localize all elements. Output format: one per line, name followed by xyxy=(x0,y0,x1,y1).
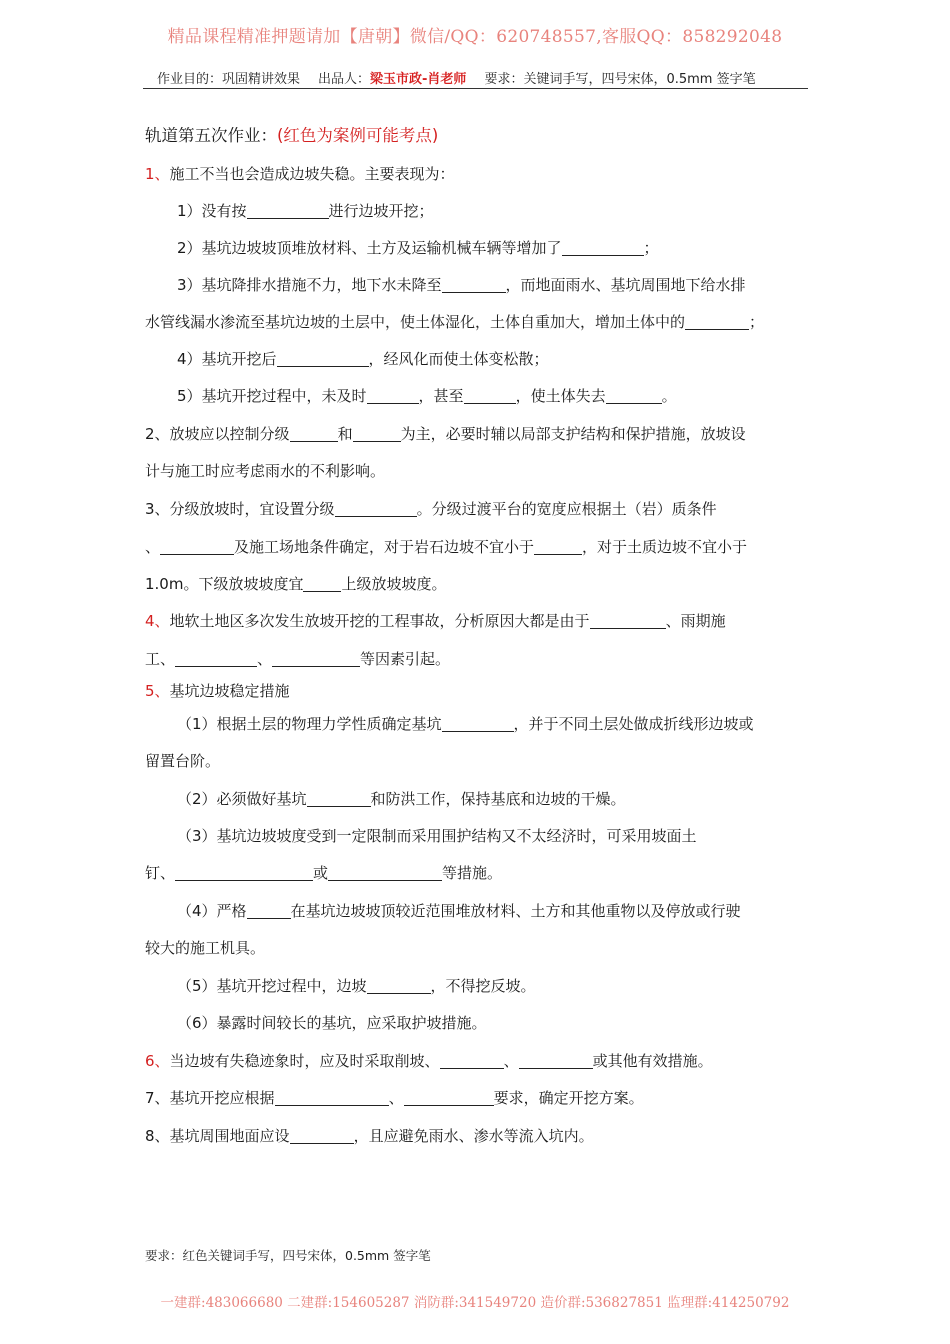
q5-item6 xyxy=(177,1012,487,1033)
q1-item3-text-d: ； xyxy=(749,313,765,331)
blank xyxy=(442,716,514,732)
q1-item3-cont xyxy=(145,311,764,332)
q1-heading xyxy=(145,163,455,184)
q1-item5-text-b: ，甚至 xyxy=(418,387,464,405)
footer-groups: 一建群:483066680 二建群:154605287 消防群:341549720 造价群:536827851 监理群:414250792 xyxy=(160,1295,790,1311)
blank xyxy=(562,240,644,256)
q1-item3-text-a: 3）基坑降排水措施不力，地下水未降至 xyxy=(177,276,442,294)
page-title xyxy=(145,122,438,146)
blank xyxy=(367,388,419,404)
q1-item1-text-a: 1）没有按 xyxy=(177,202,247,220)
blank xyxy=(307,791,371,807)
q4-line1 xyxy=(145,610,726,631)
q1-item2-text-a: 2）基坑边坡坡顶堆放材料、土方及运输机械车辆等增加了 xyxy=(177,239,562,257)
q1-text: 施工不当也会造成边坡失稳。主要表现为： xyxy=(169,165,455,183)
blank xyxy=(519,1053,593,1069)
footer-note: 要求：红色关键词手写，四号宋体，0.5mm 签字笔 xyxy=(145,1248,431,1263)
q7-text-c: 要求，确定开挖方案。 xyxy=(493,1089,644,1107)
q5-item3 xyxy=(177,825,697,846)
blank xyxy=(606,388,662,404)
q3-number: 3、 xyxy=(145,500,170,518)
q5-title: 基坑边坡稳定措施 xyxy=(169,682,290,700)
q1-item1 xyxy=(177,200,434,221)
q3-line3 xyxy=(145,573,446,594)
blank xyxy=(175,865,313,881)
q5-item4-text-a: （4）严格 xyxy=(177,902,247,920)
subheader xyxy=(157,68,756,87)
q2-line2 xyxy=(145,460,385,481)
blank xyxy=(290,1128,354,1144)
purpose-text: 作业目的：巩固精讲效果 xyxy=(157,72,301,87)
q6-text-b: 、 xyxy=(503,1052,519,1070)
blank xyxy=(303,576,341,592)
q4-text-a: 地软土地区多次发生放坡开挖的工程事故，分析原因大都是由于 xyxy=(169,612,590,630)
q7-text-b: 、 xyxy=(388,1089,404,1107)
blank xyxy=(534,539,582,555)
q8-text-b: ，且应避免雨水、渗水等流入坑内。 xyxy=(353,1127,594,1145)
q8-line xyxy=(145,1125,594,1146)
q2-text-d: 计与施工时应考虑雨水的不利影响。 xyxy=(145,462,386,480)
header-divider xyxy=(143,88,808,89)
blank xyxy=(367,978,431,994)
q5-item1-text-c: 留置台阶。 xyxy=(145,752,221,770)
blank xyxy=(290,426,338,442)
q5-item3-text-d: 等措施。 xyxy=(442,864,503,882)
q5-item3-text-c: 或 xyxy=(313,864,329,882)
blank xyxy=(335,501,417,517)
q5-item5-text-b: ，不得挖反坡。 xyxy=(430,977,536,995)
q1-item5-text-a: 5）基坑开挖过程中，未及时 xyxy=(177,387,367,405)
q4-text-b: 、雨期施 xyxy=(665,612,726,630)
q2-line1 xyxy=(145,423,746,444)
blank xyxy=(247,203,329,219)
title-note: (红色为案例可能考点) xyxy=(277,126,439,145)
blank xyxy=(275,1090,389,1106)
q5-item4-text-b: 在基坑边坡坡顶较近范围堆放材料、土方和其他重物以及停放或行驶 xyxy=(290,902,741,920)
q2-text-c: 为主，必要时辅以局部支护结构和保护措施，放坡设 xyxy=(400,425,746,443)
blank xyxy=(353,426,401,442)
q6-line xyxy=(145,1050,713,1071)
author-name: 梁玉市政-肖老师 xyxy=(370,72,467,87)
blank xyxy=(247,903,291,919)
q5-item5 xyxy=(177,975,536,996)
q1-number: 1、 xyxy=(145,165,170,183)
blank xyxy=(404,1090,494,1106)
q6-text-c: 或其他有效措施。 xyxy=(592,1052,713,1070)
q6-text-a: 当边坡有失稳迹象时，应及时采取削坡、 xyxy=(169,1052,440,1070)
q1-item4-text-a: 4）基坑开挖后 xyxy=(177,350,277,368)
q5-item2-text-a: （2）必须做好基坑 xyxy=(177,790,307,808)
q5-item3-cont xyxy=(145,862,502,883)
q8-text-a: 基坑周围地面应设 xyxy=(169,1127,290,1145)
q2-text-b: 和 xyxy=(337,425,353,443)
q7-number: 7、 xyxy=(145,1089,170,1107)
blank xyxy=(277,351,369,367)
blank xyxy=(160,539,234,555)
q3-text-g: 上级放坡坡度。 xyxy=(341,575,447,593)
title-text: 轨道第五次作业： xyxy=(145,126,277,145)
q8-number: 8、 xyxy=(145,1127,170,1145)
q5-item4 xyxy=(177,900,741,921)
blank xyxy=(175,651,257,667)
q6-number: 6、 xyxy=(145,1052,170,1070)
q4-text-c: 工、 xyxy=(145,650,176,668)
q1-item2-text-b: ； xyxy=(643,239,659,257)
q3-text-d: 及施工场地条件确定，对于岩石边坡不宜小于 xyxy=(234,538,535,556)
blank xyxy=(590,613,666,629)
requirement-text: 要求：关键词手写，四号宋体，0.5mm 签字笔 xyxy=(484,72,756,87)
blank xyxy=(464,388,516,404)
q5-heading xyxy=(145,680,290,701)
q1-item1-text-b: 进行边坡开挖； xyxy=(328,202,434,220)
q3-text-c: 、 xyxy=(145,538,161,556)
q4-number: 4、 xyxy=(145,612,170,630)
q3-text-e: ，对于土质边坡不宜小于 xyxy=(582,538,748,556)
q5-item5-text-a: （5）基坑开挖过程中，边坡 xyxy=(177,977,367,995)
q1-item5-text-c: ，使土体失去 xyxy=(515,387,606,405)
q5-number: 5、 xyxy=(145,682,170,700)
q5-item1-cont xyxy=(145,750,220,771)
q5-item1 xyxy=(177,713,754,734)
q1-item4-text-b: ，经风化而使土体变松散； xyxy=(368,350,549,368)
blank xyxy=(442,277,506,293)
q5-item1-text-a: （1）根据土层的物理力学性质确定基坑 xyxy=(177,715,442,733)
q1-item5-text-d: 。 xyxy=(661,387,677,405)
q3-text-b: 。分级过渡平台的宽度应根据土（岩）质条件 xyxy=(416,500,717,518)
q5-item2 xyxy=(177,788,626,809)
blank xyxy=(685,314,749,330)
q2-number: 2、 xyxy=(145,425,170,443)
q5-item4-cont xyxy=(145,937,265,958)
q4-text-d: 、 xyxy=(257,650,273,668)
q7-line xyxy=(145,1087,644,1108)
q5-item2-text-b: 和防洪工作，保持基底和边坡的干燥。 xyxy=(370,790,626,808)
q5-item4-text-c: 较大的施工机具。 xyxy=(145,939,266,957)
promo-banner: 精品课程精准押题请加【唐朝】微信/QQ：620748557,客服QQ：858292048 xyxy=(167,27,783,47)
q3-line1 xyxy=(145,498,717,519)
blank xyxy=(272,651,360,667)
q4-line2 xyxy=(145,648,450,669)
q7-text-a: 基坑开挖应根据 xyxy=(169,1089,275,1107)
q1-item4 xyxy=(177,348,549,369)
blank xyxy=(328,865,442,881)
q5-item3-text-b: 钉、 xyxy=(145,864,176,882)
q1-item5 xyxy=(177,385,677,406)
q1-item2 xyxy=(177,237,659,258)
author-label: 出品人： xyxy=(318,72,371,87)
q4-text-e: 等因素引起。 xyxy=(360,650,451,668)
q3-text-a: 分级放坡时，宜设置分级 xyxy=(169,500,335,518)
q2-text-a: 放坡应以控制分级 xyxy=(169,425,290,443)
q3-text-f: 1.0m。下级放坡坡度宜 xyxy=(145,575,304,593)
q5-item1-text-b: ，并于不同土层处做成折线形边坡或 xyxy=(513,715,754,733)
q3-line2 xyxy=(145,536,747,557)
q1-item3-text-b: ，而地面雨水、基坑周围地下给水排 xyxy=(505,276,746,294)
q5-item6-text: （6）暴露时间较长的基坑，应采取护坡措施。 xyxy=(177,1014,487,1032)
q1-item3-text-c: 水管线漏水渗流至基坑边坡的土层中，使土体湿化，土体自重加大，增加土体中的 xyxy=(145,313,686,331)
q1-item3 xyxy=(177,274,746,295)
blank xyxy=(440,1053,504,1069)
q5-item3-text-a: （3）基坑边坡坡度受到一定限制而采用围护结构又不太经济时，可采用坡面土 xyxy=(177,827,697,845)
